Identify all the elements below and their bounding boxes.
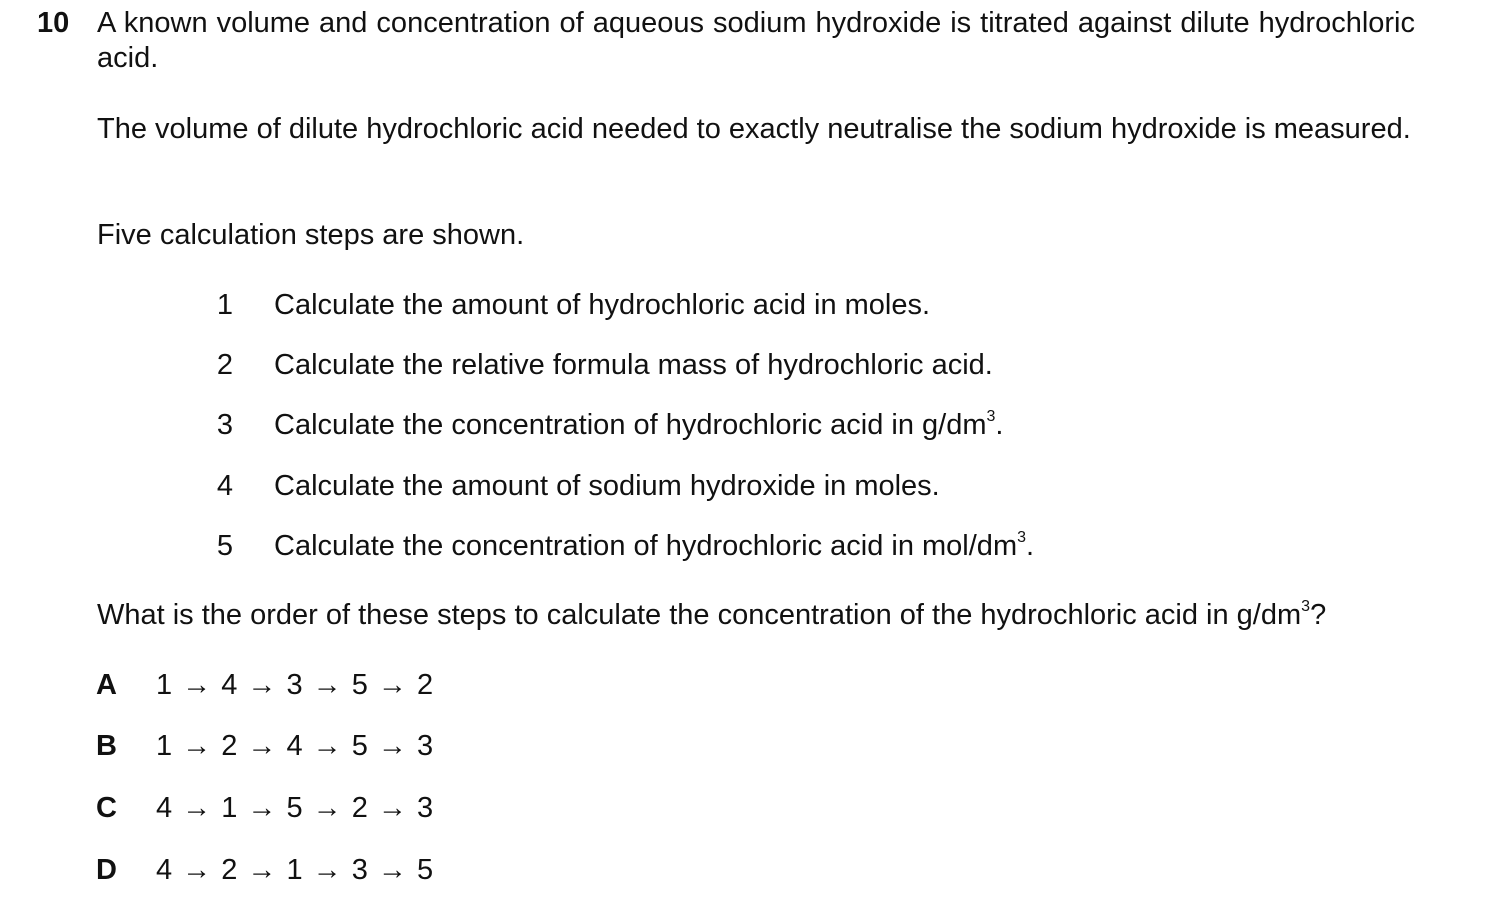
steps-intro: Five calculation steps are shown.	[97, 219, 525, 251]
step-number: 3	[216, 409, 234, 441]
answer-option-c[interactable]	[0, 791, 700, 826]
answer-option-b[interactable]	[0, 729, 700, 764]
answer-option-d[interactable]	[0, 853, 700, 888]
step-number: 1	[216, 289, 234, 321]
intro-paragraph: A known volume and concentration of aqueous sodium hydroxide is titrated against dilute hydrochloric acid.	[97, 7, 1415, 74]
option-text: 4 → 2 → 1 → 3 → 5	[156, 854, 434, 886]
step-text: Calculate the amount of sodium hydroxide in moles.	[274, 470, 940, 502]
step-item	[0, 288, 1500, 323]
step-number: 5	[216, 530, 234, 562]
step-text: Calculate the amount of hydrochloric acid in moles.	[274, 289, 931, 321]
measure-paragraph: The volume of dilute hydrochloric acid needed to exactly neutralise the sodium hydroxide is measured.	[97, 113, 1411, 145]
option-letter: B	[96, 730, 117, 762]
step-number: 4	[216, 470, 234, 502]
step-text: Calculate the concentration of hydrochloric acid in mol/$dm^3$.	[274, 529, 1035, 562]
answer-option-a[interactable]	[0, 668, 700, 703]
option-letter: C	[96, 792, 117, 824]
step-text: Calculate the relative formula mass of hydrochloric acid.	[274, 349, 993, 381]
option-letter: D	[96, 854, 117, 886]
question-number: 10	[37, 7, 70, 39]
step-item	[0, 348, 1500, 383]
question-prompt: What is the order of these steps to calculate the concentration of the hydrochloric acid in $g/dm^3$?	[97, 598, 1327, 631]
step-number: 2	[216, 349, 234, 381]
option-text: 1 → 2 → 4 → 5 → 3	[156, 730, 434, 762]
option-text: 1 → 4 → 3 → 5 → 2	[156, 669, 434, 701]
option-text: 4 → 1 → 5 → 2 → 3	[156, 792, 434, 824]
step-text: Calculate the concentration of hydrochloric acid in $g/dm^3$.	[274, 408, 1004, 441]
option-letter: A	[96, 669, 117, 701]
step-item	[0, 469, 1500, 504]
step-item	[0, 529, 1500, 564]
step-item	[0, 408, 1500, 443]
